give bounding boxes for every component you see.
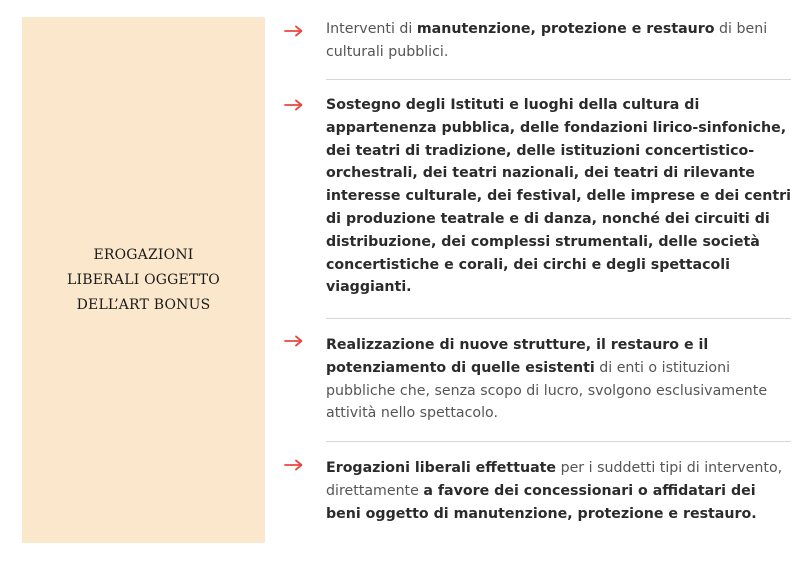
- item-text: Erogazioni liberali effettuate per i suddetti tipi di intervento, direttamente a favore dei concessionari o affidatari dei beni oggetto di manutenzione, protezione e restauro.: [326, 460, 783, 522]
- arrow-right-icon: [284, 459, 304, 471]
- side-panel: [22, 17, 265, 543]
- arrow-right-icon: [284, 25, 304, 37]
- side-title-line-3: DELL’ART BONUS: [76, 296, 211, 313]
- side-title-line-1: EROGAZIONI: [93, 246, 194, 263]
- side-title-line-2: LIBERALI OGGETTO: [67, 271, 220, 288]
- divider: [326, 79, 791, 80]
- arrow-right-icon: [284, 99, 304, 111]
- divider: [326, 441, 791, 442]
- side-panel-title: [67, 243, 220, 318]
- item-text: Realizzazione di nuove strutture, il restauro e il potenziamento di quelle esistenti di enti o istituzioni pubbliche che, senza scopo di lucro, svolgono esclusivamente attività nello spettacolo.: [326, 337, 768, 422]
- arrow-right-icon: [284, 335, 304, 347]
- item-text: Interventi di manutenzione, protezione e restauro di beni culturali pubblici.: [326, 21, 768, 60]
- divider: [326, 318, 791, 319]
- item-text: Sostegno degli Istituti e luoghi della cultura di appartenenza pubblica, delle fondazioni lirico-sinfoniche, dei teatri di tradizione, delle istituzioni concertistico-orchestrali, dei teatri nazionali, dei teatri di rilevante interesse culturale, dei festival, delle imprese e dei centri di produzione teatrale e di danza, nonché dei circuiti di distribuzione, dei complessi strumentali, delle società concertistiche e corali, dei circhi e degli spettacoli viaggianti.: [326, 97, 791, 296]
